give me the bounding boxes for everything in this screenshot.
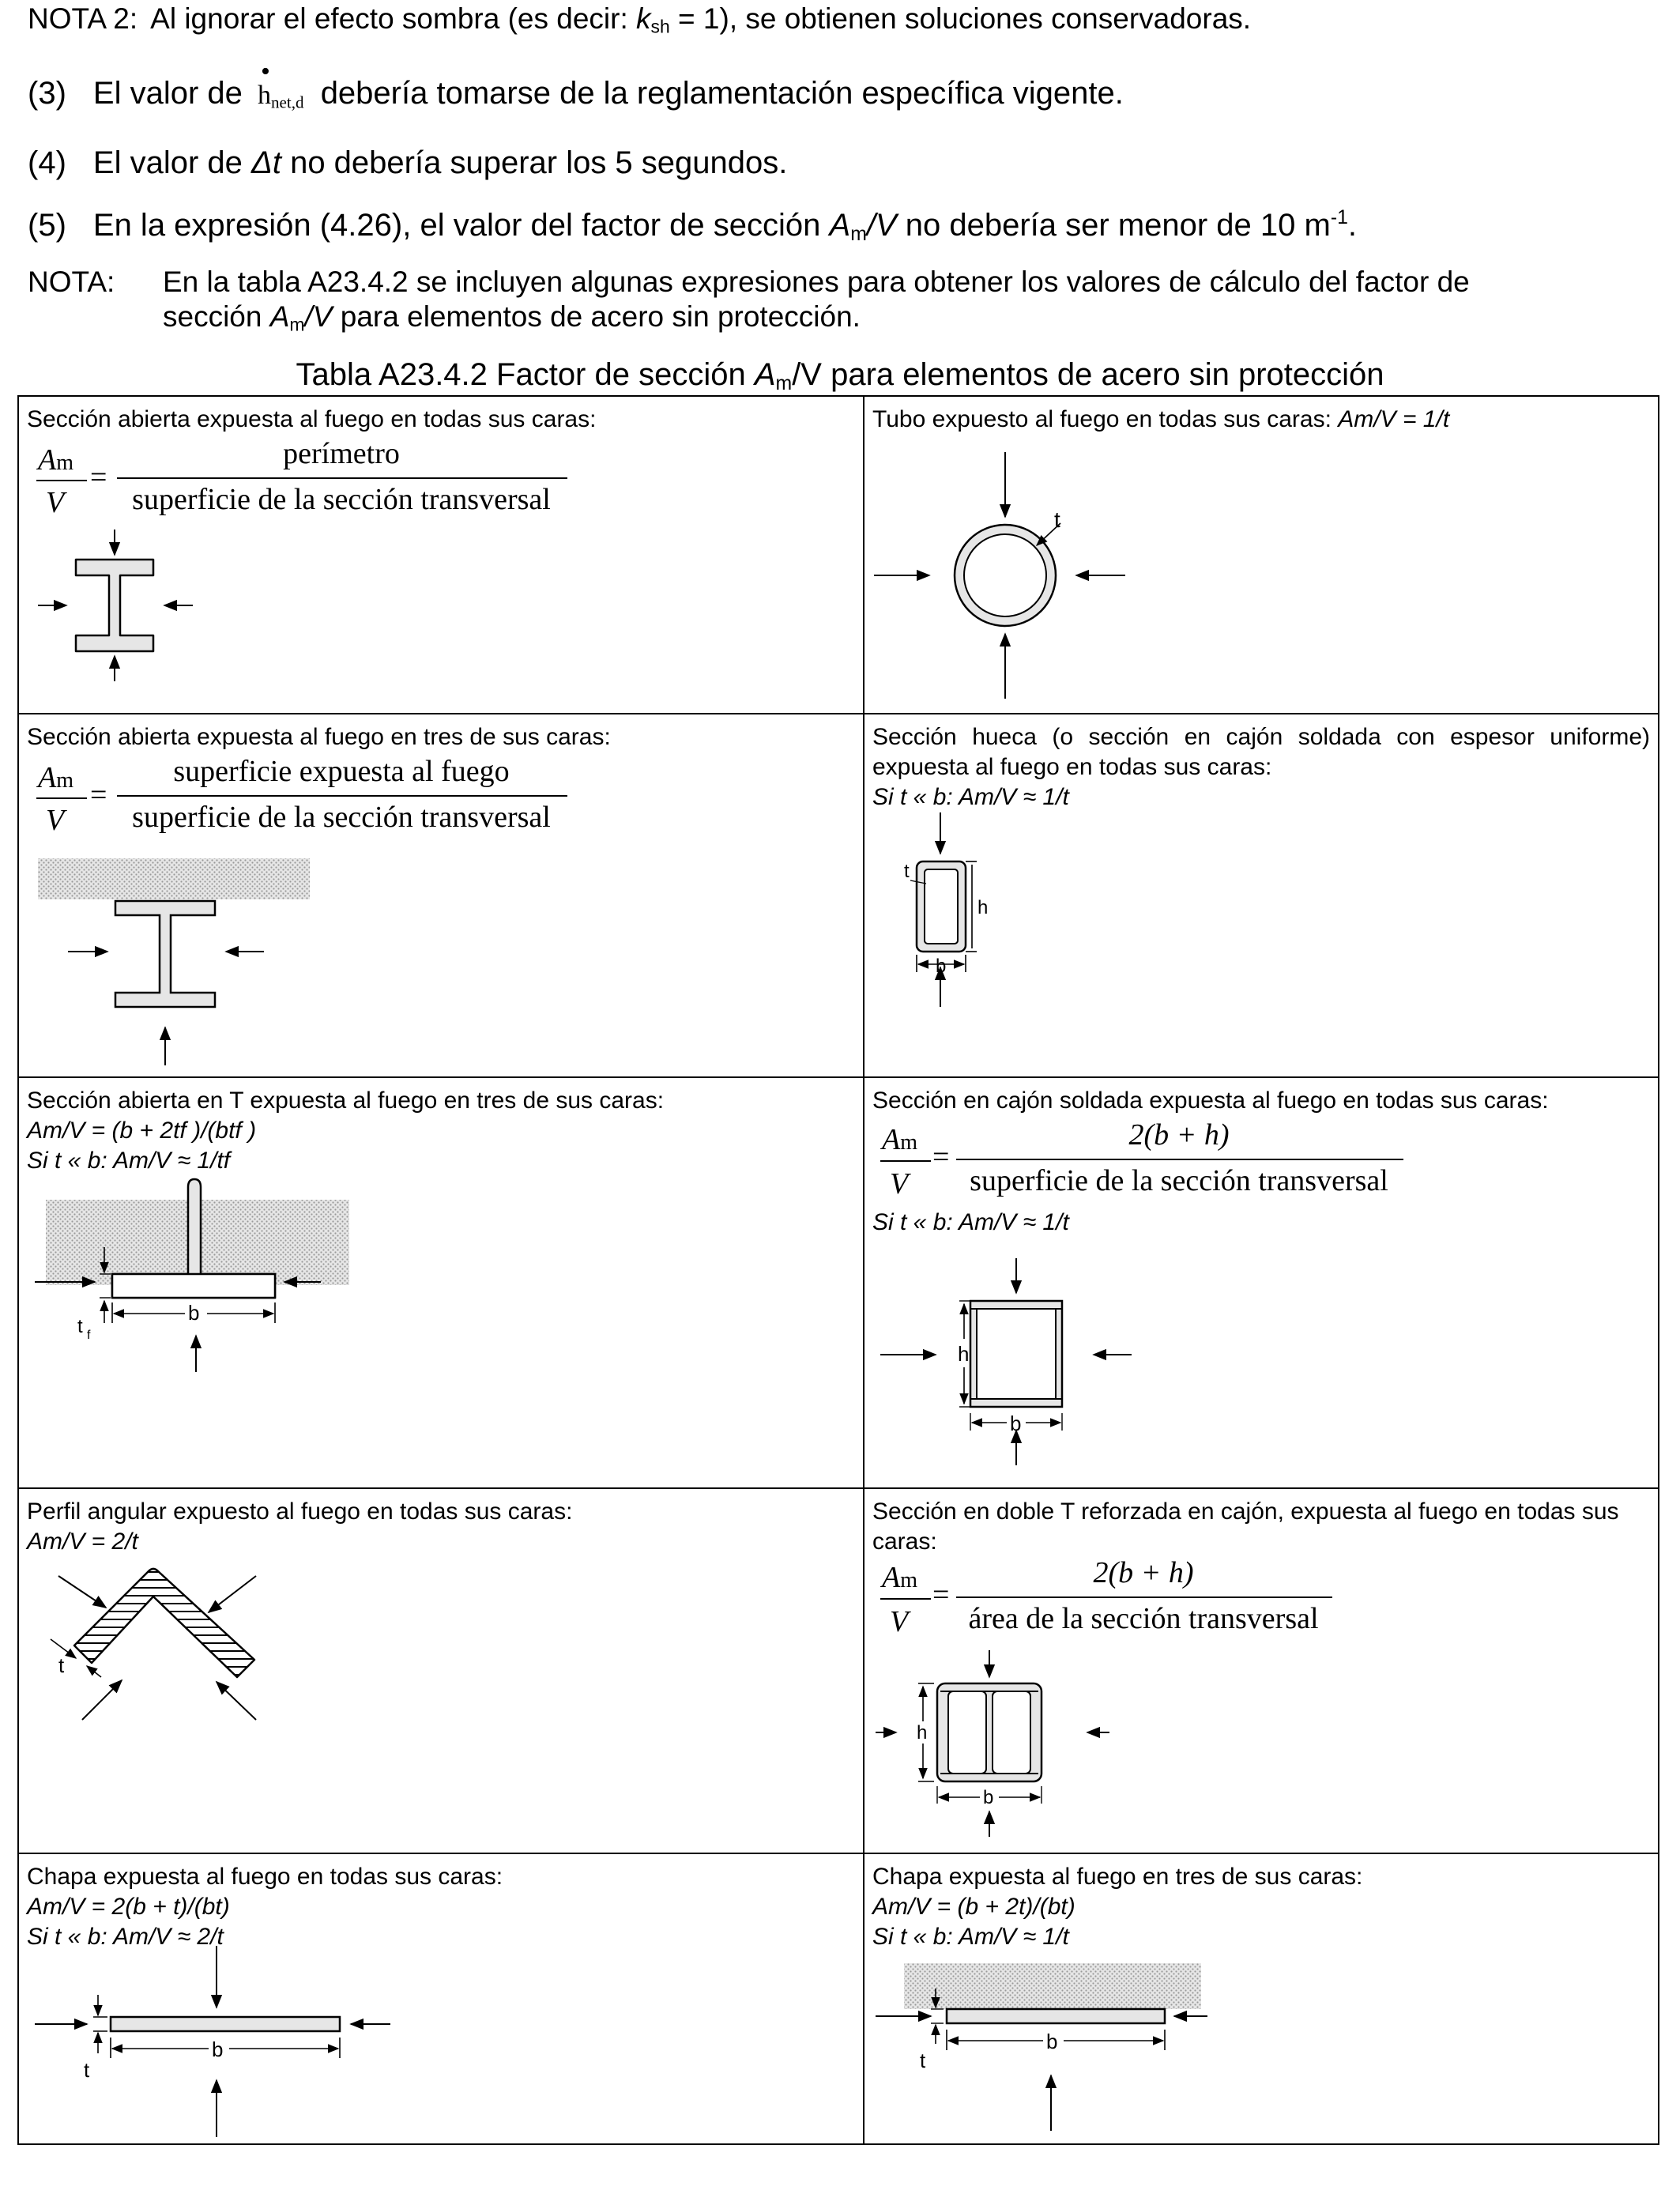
nota-label: NOTA: [28, 266, 115, 298]
cell-caption: Chapa expuesta al fuego en todas sus caras: [27, 1864, 503, 1890]
cell-boxed-i-section-all-sides [864, 1488, 1659, 1853]
cell-caption: Sección abierta expuesta al fuego en tres de sus caras: [27, 724, 611, 750]
t-section-diagram [19, 1078, 863, 1487]
cell-condition: Si t « b: Am/V ≈ 2/t [27, 1924, 224, 1950]
cell-caption: Tubo expuesto al fuego en todas sus caras: Am/V = 1/t [872, 406, 1450, 432]
cell-caption: Sección en cajón soldada expuesta al fuego en todas sus caras: [872, 1088, 1549, 1114]
lhs-v: V [46, 486, 65, 519]
cell-t-section-three-sides [18, 1077, 864, 1488]
b-label: b [188, 1301, 200, 1325]
cell-caption: Sección hueca (o sección en cajón soldada con espesor uniforme) expuesta al fuego en todas sus caras: [872, 724, 1650, 780]
cell-hollow-section-all-sides [864, 714, 1659, 1077]
lhs-v: V [46, 804, 65, 837]
cell-caption: Chapa expuesta al fuego en tres de sus caras: [872, 1864, 1363, 1890]
cell-welded-box-all-sides [864, 1077, 1659, 1488]
denominator: área de la sección transversal [968, 1602, 1319, 1635]
denominator: superficie de la sección transversal [132, 483, 551, 516]
denominator: superficie de la sección transversal [970, 1164, 1388, 1197]
table-title: Tabla A23.4.2 Factor de sección $A_m/V$ para elementos de acero sin protección [296, 357, 1384, 395]
cell-caption: Sección abierta expuesta al fuego en todas sus caras: [27, 406, 597, 432]
cell-formula: Am/V = 2(b + t)/(bt) [27, 1894, 230, 1920]
h-label: h [958, 1342, 970, 1366]
plate-diagram [19, 1854, 863, 2143]
nota2-line: NOTA 2: Al ignorar el efecto sombra (es decir: $k_{sh} = 1$), se obtienen soluciones conservadoras. [28, 2, 1252, 37]
b-label: b [983, 1787, 994, 1808]
lhs-a: Am [882, 1561, 917, 1594]
paragraph-3: (3) El valor de • $h_{net,d}$ debería tomarse de la reglamentación específica vigente. [28, 57, 1124, 112]
h-label: h [977, 897, 989, 918]
lhs-a: Am [38, 443, 73, 477]
i-beam-diagram [19, 397, 863, 713]
equals: = [932, 1140, 950, 1174]
t-label: t [1054, 507, 1060, 532]
tube-diagram [864, 397, 1658, 713]
cell-condition: Si t « b: Am/V ≈ 1/t [872, 784, 1069, 810]
denominator: superficie de la sección transversal [132, 801, 551, 834]
t-label: t [904, 861, 910, 882]
lhs-a: Am [882, 1123, 917, 1156]
tf-label: t [77, 1316, 83, 1337]
cell-formula: Am/V = (b + 2tf )/(btf ) [27, 1118, 257, 1144]
section-factor-table [17, 395, 1659, 2145]
angle-profile-diagram [19, 1489, 863, 1853]
cell-plate-all-sides [18, 1853, 864, 2144]
lhs-v: V [890, 1605, 909, 1638]
hnet-symbol: • $h_{net,d}$ [258, 57, 304, 112]
cell-caption: Sección en doble T reforzada en cajón, expuesta al fuego en todas sus caras: [872, 1498, 1619, 1555]
numerator: 2(b + h) [1093, 1556, 1194, 1589]
cell-plate-three-sides [864, 1853, 1659, 2144]
lhs-v: V [890, 1167, 909, 1201]
cell-condition: Si t « b: Am/V ≈ 1/tf [27, 1148, 231, 1174]
numerator: superficie expuesta al fuego [173, 755, 510, 788]
equals: = [90, 461, 107, 494]
paragraph-4: (4) El valor de Δt no debería superar los 5 segundos. [28, 145, 788, 180]
h-label: h [917, 1722, 928, 1744]
t-label: t [84, 2058, 90, 2082]
tf-subscript: f [87, 1329, 91, 1342]
numerator: 2(b + h) [1128, 1118, 1230, 1152]
b-label: b [212, 2038, 224, 2061]
welded-box-diagram [864, 1078, 1658, 1487]
t-label: t [920, 2049, 926, 2072]
cell-condition: Si t « b: Am/V ≈ 1/t [872, 1924, 1069, 1950]
cell-formula: Am/V = 2/t [27, 1529, 138, 1555]
b-label: b [936, 956, 947, 977]
cell-angle-profile-all-sides [18, 1488, 864, 1853]
lhs-a: Am [38, 761, 73, 794]
t-label: t [58, 1653, 65, 1677]
b-label: b [1010, 1412, 1022, 1435]
paragraph-5: (5) En la expresión (4.26), el valor del factor de sección $A_m/V$ no debería ser menor de 10 $m^{-1}$. [28, 207, 1358, 246]
cell-open-section-three-sides [18, 714, 864, 1077]
equals: = [90, 778, 107, 812]
b-label: b [1046, 2030, 1058, 2053]
cell-caption: Sección abierta en T expuesta al fuego en tres de sus caras: [27, 1088, 665, 1114]
cell-tube-all-sides [864, 396, 1659, 714]
cell-condition: Si t « b: Am/V ≈ 1/t [872, 1209, 1069, 1235]
cell-open-section-all-sides [18, 396, 864, 714]
hollow-box-diagram [864, 714, 1658, 1076]
equals: = [932, 1578, 950, 1612]
plate-under-slab-diagram [864, 1854, 1658, 2143]
nota-text: En la tabla A23.4.2 se incluyen algunas expresiones para obtener los valores de cálculo del factor de sección $A_m/V$ para elementos de acero sin protección. [163, 266, 1470, 335]
numerator: perímetro [283, 437, 400, 470]
boxed-i-diagram [864, 1489, 1658, 1853]
cell-caption: Perfil angular expuesto al fuego en todas sus caras: [27, 1498, 573, 1525]
cell-formula: Am/V = (b + 2t)/(bt) [872, 1894, 1075, 1920]
i-beam-under-slab-diagram [19, 714, 863, 1076]
